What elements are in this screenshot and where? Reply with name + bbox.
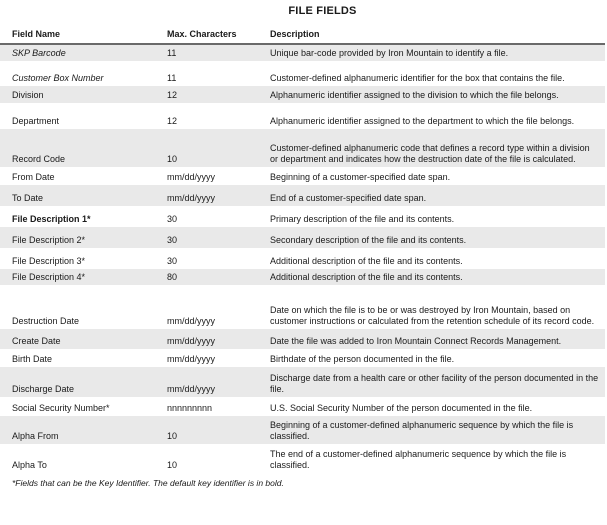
description-cell: Alphanumeric identifier assigned to the division to which the file belongs. bbox=[269, 86, 605, 103]
max-characters-cell: 30 bbox=[166, 248, 269, 269]
max-characters-cell: 10 bbox=[166, 416, 269, 444]
max-characters-cell: mm/dd/yyyy bbox=[166, 185, 269, 206]
header-max-characters: Max. Characters bbox=[166, 22, 269, 44]
table-row bbox=[0, 44, 605, 61]
max-characters-cell: mm/dd/yyyy bbox=[166, 285, 269, 329]
table-row bbox=[0, 444, 605, 473]
field-name-cell: Discharge Date bbox=[0, 367, 166, 397]
field-name-cell: Record Code bbox=[0, 129, 166, 167]
description-cell: Date on which the file is to be or was destroyed by Iron Mountain, based on customer instructions or calculated from the retention schedule of its record code. bbox=[269, 285, 605, 329]
description-cell: Additional description of the file and its contents. bbox=[269, 269, 605, 285]
table-row bbox=[0, 227, 605, 248]
field-name-cell: Social Security Number* bbox=[0, 397, 166, 416]
table-row bbox=[0, 103, 605, 129]
max-characters-cell: 30 bbox=[166, 227, 269, 248]
field-name-cell: From Date bbox=[0, 167, 166, 185]
field-name-cell: File Description 2* bbox=[0, 227, 166, 248]
description-cell: U.S. Social Security Number of the person documented in the file. bbox=[269, 397, 605, 416]
field-name-cell: Department bbox=[0, 103, 166, 129]
description-cell: Date the file was added to Iron Mountain Connect Records Management. bbox=[269, 329, 605, 349]
field-name-cell: Alpha To bbox=[0, 444, 166, 473]
description-cell: Customer-defined alphanumeric code that defines a record type within a division or department and indicates how the destruction date of the file is calculated. bbox=[269, 129, 605, 167]
field-name-cell: To Date bbox=[0, 185, 166, 206]
table-row bbox=[0, 248, 605, 269]
field-name-cell: Customer Box Number bbox=[0, 61, 166, 86]
max-characters-cell: 11 bbox=[166, 61, 269, 86]
footnote: *Fields that can be the Key Identifier. The default key identifier is in bold. bbox=[12, 478, 284, 488]
field-name-cell: Destruction Date bbox=[0, 285, 166, 329]
field-name-cell: File Description 3* bbox=[0, 248, 166, 269]
field-name-cell: File Description 4* bbox=[0, 269, 166, 285]
field-name-cell: Birth Date bbox=[0, 349, 166, 367]
description-cell: Beginning of a customer-specified date span. bbox=[269, 167, 605, 185]
field-name-cell: Create Date bbox=[0, 329, 166, 349]
max-characters-cell: mm/dd/yyyy bbox=[166, 367, 269, 397]
table-row bbox=[0, 397, 605, 416]
description-cell: Additional description of the file and its contents. bbox=[269, 248, 605, 269]
max-characters-cell: 11 bbox=[166, 44, 269, 61]
document-title: FILE FIELDS bbox=[288, 5, 357, 17]
description-cell: Birthdate of the person documented in the file. bbox=[269, 349, 605, 367]
description-cell: Beginning of a customer-defined alphanumeric sequence by which the file is classified. bbox=[269, 416, 605, 444]
table-row bbox=[0, 61, 605, 86]
description-cell: Primary description of the file and its contents. bbox=[269, 206, 605, 227]
description-cell: The end of a customer-defined alphanumeric sequence by which the file is classified. bbox=[269, 444, 605, 473]
field-name-cell: SKP Barcode bbox=[0, 44, 166, 61]
table-row bbox=[0, 206, 605, 227]
field-name-cell: Alpha From bbox=[0, 416, 166, 444]
table-row bbox=[0, 167, 605, 185]
max-characters-cell: mm/dd/yyyy bbox=[166, 349, 269, 367]
table-row bbox=[0, 129, 605, 167]
max-characters-cell: 10 bbox=[166, 444, 269, 473]
max-characters-cell: 30 bbox=[166, 206, 269, 227]
max-characters-cell: 80 bbox=[166, 269, 269, 285]
max-characters-cell: 12 bbox=[166, 103, 269, 129]
field-name-cell: Division bbox=[0, 86, 166, 103]
max-characters-cell: mm/dd/yyyy bbox=[166, 167, 269, 185]
description-cell: Secondary description of the file and its contents. bbox=[269, 227, 605, 248]
field-name-cell: File Description 1* bbox=[0, 206, 166, 227]
description-cell: Discharge date from a health care or other facility of the person documented in the file. bbox=[269, 367, 605, 397]
description-cell: Unique bar-code provided by Iron Mountain to identify a file. bbox=[269, 44, 605, 61]
description-cell: Customer-defined alphanumeric identifier for the box that contains the file. bbox=[269, 61, 605, 86]
description-cell: Alphanumeric identifier assigned to the department to which the file belongs. bbox=[269, 103, 605, 129]
header-field-name: Field Name bbox=[0, 22, 166, 44]
table-row bbox=[0, 285, 605, 329]
table-row bbox=[0, 329, 605, 349]
header-description: Description bbox=[269, 22, 605, 44]
table-row bbox=[0, 269, 605, 285]
max-characters-cell: mm/dd/yyyy bbox=[166, 329, 269, 349]
table-body bbox=[0, 44, 605, 473]
table-row bbox=[0, 86, 605, 103]
table-row bbox=[0, 185, 605, 206]
table-header-row bbox=[0, 22, 605, 44]
max-characters-cell: nnnnnnnnn bbox=[166, 397, 269, 416]
file-fields-table bbox=[0, 22, 605, 473]
max-characters-cell: 10 bbox=[166, 129, 269, 167]
table-row bbox=[0, 349, 605, 367]
description-cell: End of a customer-specified date span. bbox=[269, 185, 605, 206]
table-row bbox=[0, 367, 605, 397]
table-row bbox=[0, 416, 605, 444]
max-characters-cell: 12 bbox=[166, 86, 269, 103]
